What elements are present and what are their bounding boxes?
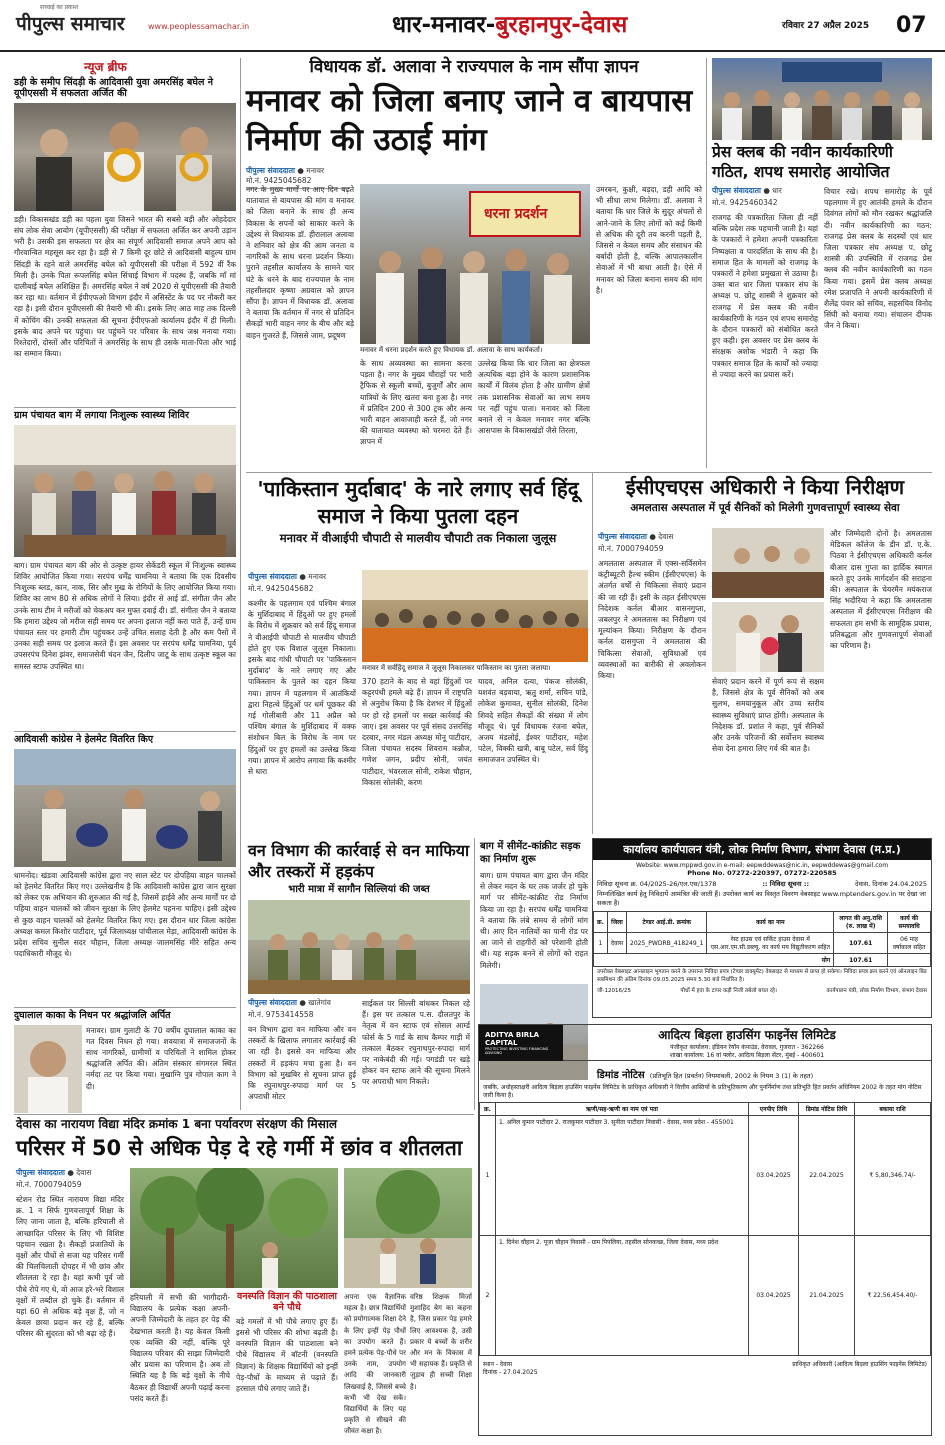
- tender-notice-label: :: निविदा सूचना ::: [762, 880, 810, 888]
- echs-mobile: मो.नं. 7000794059: [598, 544, 664, 553]
- aditya-company: आदित्य बिड़ला हाउसिंग फाइनेंस लिमिटेड: [658, 1028, 836, 1042]
- lead-kicker[interactable]: विधायक डॉ. अलावा ने राज्यपाल के नाम सौंपा ज्ञापन: [309, 57, 639, 77]
- elderly-man-portrait: [14, 1025, 82, 1113]
- aditya-cell: 1: [480, 1116, 496, 1236]
- tender-phone: Phone No. 07272-220397, 07272-220585: [687, 869, 837, 877]
- office-meeting-illustration: [712, 528, 824, 598]
- pak-col-1: कश्मीर के पहलगाम एवं पश्चिम बंगाल के मुर्शिदाबाद में हिंदुओं पर हुए हमलों के विरोध में शुक्रवार को सर्व हिंदू समाज ने वीआईपी चौपाटी से मालवीय चौपाटी होते हुए एक विशाल जुलूस निकाला। इसके बाद गांधी चौपाटी पर 'पाकिस्तान मुर्दाबाद' के नारे लगाए गए और पाकिस्तान के पुतले का दहन किया गया। ज्ञापन में पहलगाम में आतंकियों द्वारा निहत्थे हिंदुओं पर धर्म पूछकर की गई गोलीबारी और 11 अप्रैल को पश्चिम बंगाल के मुर्शिदाबाद में वक्फ संशोधन बिल के विरोध के नाम पर हिंदुओं पर हुए हमलों का उल्लेख किया गया। ज्ञापन में आरोप लगाया कि कश्मीर से धारा: [248, 599, 356, 777]
- forest-subhead: भारी मात्रा में सागौन सिल्लियां की जब्त: [288, 884, 430, 895]
- protest-banner-text: धरना प्रदर्शन: [484, 206, 548, 222]
- page-number: 07: [896, 13, 927, 38]
- aditya-signatory: प्राधिकृत अधिकारी (आदित्य बिड़ला हाउसिंग फाइनेंस लिमिटेड): [792, 1361, 927, 1368]
- aditya-table: [479, 1102, 931, 1356]
- tender-total-row: [594, 954, 931, 967]
- school-photo-2: [344, 1168, 472, 1288]
- news-brief-label: न्यूज ब्रीफ: [84, 60, 127, 74]
- aditya-cell: 03.04.2025: [749, 1116, 799, 1236]
- aditya-date: दिनांक - 27.04.2025: [483, 1369, 538, 1376]
- aditya-branch: शाखा कार्यालय: 16 वां फ्लोर, आदित्य बिड़ला सेंटर, मुंबई - 400601: [669, 1052, 825, 1059]
- table-row: [594, 933, 931, 954]
- aditya-cell: 2: [480, 1236, 496, 1356]
- lead-headline[interactable]: मनावर को जिला बनाए जाने व बायपास निर्माण की उठाई मांग: [246, 82, 693, 158]
- echs-byline-org: पीपुल्स संवाददाता: [598, 532, 647, 541]
- forest-byline-org: पीपुल्स संवाददाता: [248, 998, 297, 1007]
- tender-cell: 107.61: [834, 933, 888, 954]
- forest-headline[interactable]: वन विभाग की कार्रवाई से वन माफिया और तस्करों में हड़कंप: [248, 841, 470, 881]
- forest-col-2: साईकल पर सिल्ली बांधकर निकल रहे हैं। इस पर तत्काल प.स. दौलतपुर के नेतृत्व में वन स्टाफ एवं सोसल आर्म्ड फोर्स के 5 गार्ड के साथ कैम्पर गाड़ी में तत्काल बैठकर रघुनाथपुर-रुपादा मार्ग पर नाकेबंदी की गई। पगडंडी पर खड़े होकर वन स्टाफ आने की सूचना मिलने पर अपराधी भाग निकले।: [362, 999, 470, 1087]
- aditya-header-cell: डिमांड नोटिस तिथि: [799, 1103, 855, 1116]
- brief-3-headline[interactable]: आदिवासी कांग्रेस ने हेलमेट वितरित किए: [14, 733, 154, 745]
- press-club-byline: पीपुल्स संवाददाता ● धार: [712, 186, 782, 195]
- aditya-table-header: [480, 1103, 931, 1116]
- school-headline[interactable]: परिसर में 50 से अधिक पेड़ दे रहे गर्मी में छांव व शीतलता: [16, 1136, 463, 1160]
- pak-photo: [362, 570, 588, 662]
- press-club-byline-place: धार: [772, 186, 782, 195]
- edition-title-red: बुरहानपुर-देवास: [495, 12, 628, 38]
- dateline: रविवार 27 अप्रैल 2025: [782, 21, 870, 31]
- school-col-1: स्टेशन रोड स्थित नारायण विद्या मंदिर क्र. 1 न सिर्फ गुणवत्तापूर्ण शिक्षा के लिए जाना जाता है, बल्कि हरियाली से आच्छादित परिसर के लिए भी विशिष्ट पहचान रखता है। सैकड़ों प्रजातियों के वृक्षों और पौधों से सजा यह परिसर गर्मी की चिलचिलाती दोपहर में भी छांव और शीतलता दे रहा है। यहां कभी पूर्व जो पौधे रोपे गए थे, वो आज हरे-भरे विशाल वृक्षों में तब्दील हो चुके हैं। वर्तमान में यहां 60 से अधिक बड़े वृक्ष हैं, जो न केवल छाया प्रदान कर रहे हैं, बल्कि परिसर की सुंदरता को भी बढ़ा रहे हैं।: [16, 1195, 124, 1339]
- tender-total-label: योग: [594, 954, 834, 967]
- tender-cell: रेस्ट हाउस एवं सर्किट हाउस देवास में एस.आर.एम.सी.डब्ल्यू. का कार्य मय विद्युतीकरण सहित: [707, 933, 834, 954]
- school-subhead: वनस्पति विज्ञान की पाठशाला बने पौधे: [237, 1291, 337, 1313]
- brief-3-photo: [14, 749, 236, 867]
- tender-title: कार्यालय कार्यपालन यंत्री, लोक निर्माण विभाग, संभाग देवास (म.प्र.): [593, 839, 931, 860]
- tender-notice-no: निविदा सूचना क्र. 04/2025-26/एल.एस/1378: [597, 880, 717, 888]
- protest-crowd-illustration: [360, 184, 590, 344]
- forest-byline: पीपुल्स संवाददाता ● खातेगांव: [248, 998, 331, 1007]
- lead-photo-caption: मनावर में धरना प्रदर्शन करते हुए विधायक डॉ. अलावा के साथ कार्यकर्ता।: [360, 346, 543, 354]
- brief-1-photo: [14, 103, 236, 211]
- brief-1-headline[interactable]: डही के समीप सिंदड़ी के आदिवासी युवा अमरसिंह बघेल ने यूपीएससी में सफलता अर्जित की: [14, 77, 213, 99]
- lead-col-3: उल्लेख किया कि धार जिला का क्षेत्रफल अत्यधिक बड़ा होने के कारण प्रशासनिक कार्यों में विलंब होता है और ग्रामीण क्षेत्रों तक प्रशासनिक सेवाओं का लाभ समय पर नहीं पहुंच पाता। मनावर को जिला बनाने से न केवल मनावर नगर बल्कि आसपास के विकासखंडों जैसे तिरला,: [478, 359, 590, 436]
- aditya-cell: ₹ 22,56,454.40/-: [855, 1236, 931, 1356]
- obituary-photo: [14, 1025, 82, 1113]
- school-byline-org: पीपुल्स संवाददाता: [16, 1168, 65, 1177]
- lead-byline: पीपुल्स संवाददाता ● मनावर: [246, 165, 325, 175]
- aditya-intro: जबकि, अधोहस्ताक्षरी आदित्य बिड़ला हाउसिंग फाइनेंस लिमिटेड के प्राधिकृत अधिकारी ने वित्तीय आस्तियों के प्रतिभूतिकरण और पुनर्निर्माण तथा प्रतिभूति हित प्रवर्तन अधिनियम 2002 के तहत मांग नोटिस जारी किया है।: [483, 1084, 922, 1099]
- bag-headline[interactable]: बाग में सीमेंट-कांक्रीट सड़क का निर्माण शुरू: [480, 841, 581, 865]
- school-trees-illustration: [130, 1168, 338, 1288]
- tender-contact: Website: www.mppwd.gov.in e-mail: eepwddewas@nic.in, eepwddewas@gmail.com: [635, 862, 889, 869]
- aditya-cell: ₹ 5,80,346.74/-: [855, 1116, 931, 1236]
- forest-col-1: वन विभाग द्वारा वन माफिया और वन तस्करों के खिलाफ लगातार कार्रवाई की जा रही है। इससे वन माफिया और तस्करों में हड़कंप मचा हुआ है। वन विभाग को मुखबिर से सूचना प्राप्त हुई कि रघुनाथपुर-रुपादा मार्ग पर 5 अपराधी मोटर: [248, 1025, 356, 1102]
- aditya-cell: 1. अनिल कुमार पाटीदार 2. राजकुमार पाटीदार 3. सुनीता पाटीदार निवासी - देवास, मध्य प्रदेश - 455001: [496, 1116, 749, 1236]
- tender-cell: देवास: [607, 933, 626, 954]
- aditya-header-cell: बकाया राशि: [855, 1103, 931, 1116]
- lead-photo: [360, 184, 590, 344]
- school-photo-1: [130, 1168, 338, 1288]
- tender-header-cell: टेण्डर आई.डी. क्रमांक: [627, 912, 707, 933]
- school-col-4: अपना एक वैज्ञानिक महत्व है। छात्र विद्यार्थियों को प्रयोगात्मक शिक्षा देने के लिए इन्हीं पेड़ पौधों का उपयोग करते हैं। हमने प्रत्येक पेड़-पौधे पर उनके नाम, उपयोग आदि की जानकारी लिखवाई है, जिससे बच्चे कभी भी देख सकें। विद्यार्थियों के लिए यह प्रकृति से सीखने की जीवंत कक्षा है।: [344, 1293, 406, 1436]
- pak-byline-place: मनावर: [308, 572, 327, 581]
- edition-title-black: धार-मनावर-: [392, 12, 496, 38]
- press-club-byline-org: पीपुल्स संवाददाता: [712, 186, 761, 195]
- pak-byline-org: पीपुल्स संवाददाता: [248, 572, 297, 581]
- pak-headline[interactable]: 'पाकिस्तान मुर्दाबाद' के नारे लगाए सर्व हिंदू समाज ने किया पुतला दहन: [257, 477, 579, 528]
- aditya-birla-logo[interactable]: [479, 1025, 563, 1061]
- school-col-3-wrap: [236, 1292, 338, 1438]
- brief-2-body: बाग। ग्राम पंचायत बाग की ओर से उत्कृष्ट हायर सेकेंडरी स्कूल में निःशुल्क स्वास्थ्य शिविर आयोजित किया गया। सरपंच धर्मेंद्र चामनिया ने बताया कि एक दिवसीय निःशुल्क ब्लड, कान, नाक, सिर और मुख के रोगियों के लिए आयोजित किया गया। शिविर का लाभ 80 से अधिक लोगों ने लिया। इंदौर से आई डॉ. संगीता जैन और उनके साथ टीम ने मरीजों को चेकअप कर मुफ्त दवाई दी। डॉ. संगीता जैन ने बताया कि हमारा उद्देश्य जो मरीज सही समय पर अपना इलाज नहीं करा पाते हैं, उन्हें ग्राम पंचायत स्तर पर हमारी टीम पहुंचकर उन्हें उचित सलाह देती है और कम पैसों में उनका सही समय पर इलाज करते हैं। इस अवसर पर सरपंच धर्मेंद्र चामनिया, पूर्व उपसरपंच दिनेश झंवर, समाजसेवी चंदन जैन, दिलीप जाटू के साथ उत्कृष्ट स्कूल का समस्त स्टाफ उपस्थित था।: [14, 560, 236, 671]
- press-club-mobile: मो.नं. 9425460342: [712, 198, 778, 207]
- forest-officials-illustration: [248, 900, 470, 994]
- aditya-cell: 1. दिनेश चौहान 2. पूजा चौहान निवासी - ग्राम पिपलिया, तहसील सोनकच्छ, जिला देवास, मध्य प्रदेश: [496, 1236, 749, 1356]
- news-brief-column: [14, 58, 236, 1110]
- tender-header-cell: कार्य की समयावधि: [888, 912, 931, 933]
- school-byline-place: देवास: [76, 1168, 92, 1177]
- newspaper-logo[interactable]: पीपुल्स समाचार: [16, 13, 125, 35]
- lead-byline-org: पीपुल्स संवाददाता: [246, 165, 295, 175]
- tender-header-cell: क्र.: [594, 912, 608, 933]
- edition-title: [392, 7, 627, 39]
- table-row: [480, 1236, 931, 1356]
- echs-col-3: और जिम्मेदारी दोनों है। अमलतास मेडिकल कॉलेज के डीन डॉ. ए.के. पिठवा ने ईसीएचएस अधिकारी कर्नल बीआर दास गुप्ता का हार्दिक स्वागत करते हुए उनके मार्गदर्शन की सराहना की। अस्पताल के चेयरमैन मयंकराज सिंह भदौरिया ने कहा कि अमलतास अस्पताल में ईसीएचएस निरीक्षण की सफलता हम सभी के सामूहिक प्रयास, प्रतिबद्धता और गुणवत्तापूर्ण सेवाओं का परिणाम है।: [830, 529, 932, 651]
- tender-table-header: [594, 912, 931, 933]
- tender-total-value: 107.61: [834, 954, 888, 967]
- pak-mobile: मो.नं. 9425045682: [248, 584, 314, 593]
- pak-col-2: 370 हटाने के बाद से वहां हिंदुओं पर कट्टरपंथी हमले बढ़े हैं। ज्ञापन में राष्ट्रपति से अनुरोध किया है कि देशभर में हिंदुओं पर हो रहे हमलों पर सख्त कार्रवाई की जाए। इस अवसर पर पूर्व संसद उत्तरसिंह दरबार, नगर मंडल अध्यक्ष मोनू पाटीदार, जिला पंचायत सदस्य शिवराम कन्नौज, गणेश जगन, प्रदीप सोनी, जयंत पाटीदार, भंवरलाल सोनी, राकेश चौहान, विकास सोलंकी, करण: [362, 677, 472, 787]
- website-link[interactable]: www.peoplessamachar.in: [148, 22, 250, 31]
- health-camp-illustration: [14, 425, 236, 557]
- press-club-col-1: राजगढ़ की पत्रकारिता जिला ही नहीं बल्कि प्रदेश तक पहचानी जाती है। यहां के पत्रकारों ने हमेशा अपनी पत्रकारिता निष्पक्षता व पारदर्शिता के साथ की है। समाज हित के मामलों को राजगढ़ के पत्रकारों ने हमेशा प्रमुखता से उठाया है। उक्त बात धार जिला पत्रकार संघ के अध्यक्ष प. छोटू शास्त्री ने शुक्रवार को राजगढ़ में प्रेस क्लब की नवीन कार्यकारिणी के गठन एवं शपथ समारोह के दौरान पत्रकारों को संबोधित करते हुए कही। इस अवसर पर प्रेस क्लब के संरक्षक अशोक भंडारी ने कहा कि पत्रकार समाज हित के कार्यों को ज्यादा से ज्यादा करने का प्रयास करें।: [712, 213, 818, 379]
- school-kicker[interactable]: देवास का नारायण विद्या मंदिर क्रमांक 1 बना पर्यावरण संरक्षण की मिसाल: [16, 1117, 338, 1131]
- echs-col-2: सेवाएं प्रदान करने में पूर्ण रूप से सक्षम है, जिससे क्षेत्र के पूर्व सैनिकों को अब सुलभ, समयानुकूल और उच्च स्तरीय स्वास्थ्य सुविधाएं प्राप्त होंगी। अस्पताल के निदेशक डॉ. प्रशांत ने कहा, पूर्व सैनिकों और उनके परिजनों की सर्वोत्तम स्वास्थ्य सेवा देना हमारा लिए गर्व की बात है।: [712, 677, 824, 754]
- pak-col-3: यादव, अनिल दत्या, पंकज सोलंकी, यशवंत बड़वाया, ऋतु शर्मा, सचिन पांडे, लोकेश कुमावत, सुनील सोलंकी, दिनेश शिवदे सहित सैकड़ों की संख्या में लोग मौजूद थे। पूर्व विधायक रंजना बघेल, अजय मंडलोई, ईश्वर पाटीदार, महेश पटेल, विक्की खत्री, बाबू पटेल, सर्व हिंदू समाजजन उपस्थित थे।: [478, 677, 588, 765]
- echs-subhead: अमलतास अस्पताल में पूर्व सैनिकों को मिलेगी गुणवत्तापूर्ण स्वास्थ्य सेवा: [630, 502, 900, 514]
- press-club-headline[interactable]: प्रेस क्लब की नवीन कार्यकारिणी गठित, शपथ समारोह आयोजित: [712, 143, 893, 181]
- lead-mobile: मो.नं. 9425045682: [246, 176, 350, 189]
- aditya-address: पंजीकृत कार्यालय: इंडियन रेयॉन कंपाउंड, वेरावल, गुजरात - 362266: [670, 1044, 824, 1051]
- aditya-cell: 22.04.2025: [799, 1116, 855, 1236]
- aditya-cell: 21.04.2025: [799, 1236, 855, 1356]
- brief-2-photo: [14, 425, 236, 557]
- aditya-birla-ad: [478, 1024, 932, 1436]
- tender-footer-left: जी-12016/25: [597, 988, 631, 994]
- tender-notice-date: देवास, दिनांक 24.04.2025: [855, 880, 927, 888]
- helmet-distribution-illustration: [14, 749, 236, 867]
- brief-3-body: धामनोद। खंडवा आदिवासी कांग्रेस द्वारा नए साल स्टेट पर दोपहिया वाहन चालकों को हेलमेट वितरित किए गए। उल्लेखनीय है कि आदिवासी कांग्रेस द्वारा जान सुरक्षा को लेकर एक अभियान की शुरुआत की गई है, जिसमें हाईवे और अन्य मार्गों पर दो पहिया वाहन चालकों को जीवन सुरक्षा के लिए हेलमेट पहनना चाहिए। इसी उद्देश्य से कुछ वाहन चालकों को हेलमेट वितरित किए गए। इस दौरान धार जिला कांग्रेस अध्यक्ष कमल किशोर पाटीदार, पूर्व जिलाध्यक्ष पांचीलाल मेड़ा, आदिवासी कांग्रेस के प्रदेश सचिव सुनील सदर चौहान, जिला अध्यक्ष जालमसिंह मीरे सहित अन्य पदाधिकारी मौजूद थे।: [14, 870, 236, 959]
- echs-byline: पीपुल्स संवाददाता ● देवास: [598, 532, 674, 541]
- school-garden-illustration: [344, 1168, 472, 1288]
- aditya-place: स्थान - देवास: [483, 1361, 513, 1368]
- pak-photo-caption: मनावर में सर्वहिंदू समाज ने जुलूस निकालकर पाकिस्तान का पुतला जलाया।: [362, 664, 551, 672]
- echs-byline-place: देवास: [658, 532, 674, 541]
- echs-col-1: अमलतास अस्पताल में एक्स-सर्विसमेन कंट्रीब्यूटरी हैल्थ स्कीम (ईसीएचएस) के अंतर्गत वर्षों से चिकित्सा सेवाएं प्रदान की जा रही हैं। इसी के तहत ईसीएचएस निदेशक कर्नल बीआर वासनगुप्ता, जबलपुर ने अमलतास का निरीक्षण एवं मूल्यांकन किया। निरीक्षण के दौरान कर्नल दासगुप्ता ने अमलतास की चिकित्सा सेवाओं, सुविधाओं एवं व्यवस्थाओं का बारीकी से अवलोकन किया।: [598, 559, 706, 681]
- brief-4-headline[interactable]: दुघालाल काका के निधन पर श्रद्धांजलि अर्पित: [14, 1009, 171, 1021]
- tender-cell[interactable]: 2025_PWDRB_418249_1: [627, 933, 707, 954]
- tender-header-cell: कार्य का नाम: [707, 912, 834, 933]
- aditya-header-cell: क्र.: [480, 1103, 496, 1116]
- forest-mobile: मो.नं. 9753414558: [248, 1010, 314, 1019]
- lead-byline-place: मनावर: [306, 165, 325, 175]
- tender-table: [593, 911, 931, 967]
- press-club-photo: [712, 58, 932, 140]
- aditya-header-cell: एनपीए तिथि: [749, 1103, 799, 1116]
- forest-photo: [248, 900, 470, 994]
- tender-cell: 1: [594, 933, 608, 954]
- lead-col-2: के साथ अव्यवस्था का सामना करना पड़ता है। नगर के मुख्य चौराहों पर भारी ट्रैफिक से स्कूली बच्चों, बुजुर्गों और आम यात्रियों के लिए खतरा बना हुआ है। नगर में प्रतिदिन 200 से 300 ट्रक और अन्य भारी वाहन आवाजाही करते हैं, जो नगर की यातायात व्यवस्था को चरमरा देते हैं। ज्ञापन में: [360, 359, 472, 447]
- tender-note: उपरोक्त वेबसाइट आनलाइन भुगतान करने के उपरान्त निविदा प्रपत्र (टेण्डर डाक्यूमेंट) वेबसाइट से माध्यम से प्राप्त हो सकेगा। निविदा प्रपत्र क्रय करने एवं ऑनलाइन बिड सबमिशन की अंतिम दिनांक 09.05.2025 समय 5.30 बजे निर्धारित है।: [597, 969, 927, 983]
- bag-body: बाग। ग्राम पंचायत बाग द्वारा जैन मंदिर से लेकर मदन के घर तक जर्जर हो चुके मार्ग पर सीमेंट-कांक्रीट रोड निर्माण किया जा रहा है। सरपंच धर्मेंद्र चामनिया ने बताया कि लंबे समय से लोगों मांग थी। आए दिन नालियों का पानी रोड पर आ जाने से राहगीरों को परेशानी होती थी। यह सड़क बनने से लोगों को राहत मिलेगी।: [480, 871, 588, 970]
- logo-tagline: सच्चाई का प्रकाश: [40, 4, 79, 11]
- tender-header-cell: जिला: [607, 912, 626, 933]
- bouquet-welcome-illustration: [712, 602, 824, 672]
- school-col-3: बड़े गमलों में भी पौधे लगाए हुए हैं। इससे भी परिसर की शोभा बढ़ती है। वनस्पति विज्ञान की पाठशाला बने पौधे विद्यालय में बॉटनी (वनस्पति विज्ञान) के शिक्षक विद्यार्थियों को इन्हीं पेड़-पौधों के माध्यम से पढ़ाते हैं। हरसाल पौधे लगाए जाते हैं।: [236, 1316, 338, 1394]
- aditya-notice-title: डिमांड नोटिस: [596, 1070, 645, 1081]
- tender-header-cell: लागत की अनु.राशि (रु. लाख में): [834, 912, 888, 933]
- press-club-group-illustration: [712, 58, 932, 140]
- brief-4-body: मनावर। ग्राम गुलाटी के 70 वर्षीय दुघालाल काका का गत दिवस निधन हो गया। शवयात्रा में समाजजनों के साथ नागरिकों, ग्रामीणों व परिचितों ने शामिल होकर श्रद्धांजलि अर्पित की। अंतिम संस्कार संगमरल स्थित नर्मदा तट पर किया गया। मुखाग्नि पुत्र गोपाल काग ने दी।: [86, 1025, 236, 1091]
- forest-byline-place: खातेगांव: [308, 998, 331, 1007]
- tender-intro: निम्नलिखित कार्य हेतु निविदायें आमंत्रित की जाती हैं। उपरोक्त कार्य का विस्तृत विवरण वेबसाइट www.mptenders.gov.in पर देखा जा सकता है।: [597, 890, 926, 907]
- aditya-tagline: PROTECTING INVESTING FINANCING ADVISING: [485, 1046, 549, 1055]
- echs-photo-2: [712, 602, 824, 672]
- echs-headline[interactable]: ईसीएचएस अधिकारी ने किया निरीक्षण: [625, 475, 905, 499]
- lead-col-4: उमरबन, कुक्षी, बड़दा, डही आदि को भी सीधा लाभ मिलेगा। डॉ. अलावा ने बताया कि धार जिले के सुदूर अंचलों से आने-जाने के लिए लोगों को कई किमी से अधिक की दूरी तय करनी पड़ती है, जिससे न केवल समय और संसाधन की बर्बादी होती है, बल्कि आपातकालीन सेवाओं में भी बाधा आती है। ऐसे में मनावर को जिला बनाना समय की मांग है।: [596, 185, 702, 295]
- school-col-5: वरिष्ठ शिक्षक मिर्जा मुशाहिद बेग का कहना है, जिस प्रकार पेड़ हमारे लिए आवश्यक है, उसी प्रकार ये बच्चों के शरीर और मन के विकास में भी सहायक हैं। प्रकृति से जुड़ाव ही सच्ची शिक्षा है।: [410, 1293, 472, 1391]
- masthead: [0, 0, 945, 52]
- school-byline: पीपुल्स संवाददाता ● देवास: [16, 1168, 92, 1177]
- tender-notice: [592, 838, 932, 1018]
- brief-1-body: डही। विकासखंड डही का पहला युवा जिसने भारत की सबसे बड़ी और ओहदेदार संघ लोक सेवा आयोग (यूपीएससी) की परीक्षा में सफलता अर्जित कर अपनी उड़ान भरी है। उसकी इस सफलता पर क्षेत्र का संपूर्ण आदिवासी समाज अपने आप को गौरवान्वित महसूस कर रहा है। डही से 7 किमी दूर छोटे से आदिवासी बाहुल्य ग्राम सिंदड़ी के रहने वाले अमरसिंह बघेल को यूपीएससी की परीक्षा में 592 वीं रैंक मिली है। उनके पिता रूपलसिंह बघेल सिंचाई विभाग में पदस्थ हैं, जबकि माँ मां दालीबाई बघेल अशिक्षित हैं। अमरसिंह बघेल ने वर्ष 2020 से यूपीएससी की तैयारी कर रहा था। वर्तमान में ईपीएफओ विभाग इंदौर में असिस्टेंट के पद पर नौकरी कर रहा है। इसी दौरान यूपीएससी की तैयारी भी की। इसके लिए आठ माह तक दिल्ली में कोचिंग की। उनकी सफलता की सूचना ईपीएफओ कार्यालय इंदौर में ही मिली। इसके बाद अपने घर पहुंचा। घर पहुंचने पर परिवार के साथ जश्न मनाया गया। रिश्तेदारों, दोस्तों और परिचितों ने अमरसिंह के साथ ही उसके माता-पिता और भाई का सम्मान किया।: [14, 214, 236, 359]
- press-club-col-2: विचार रखे। शपथ समारोह के पूर्व पहलगाम में हुए आतंकी हमले के दौरान दिवंगत लोगों को मौन रखकर श्रद्धांजलि दी। नवीन कार्यकारिणी का गठन: राजगढ़ प्रेस क्लब के सदस्यों एवं धार जिला पत्रकार संघ अध्यक्ष प. छोटू शास्त्री की उपस्थिति में राजगढ़ प्रेस क्लब की नवीन कार्यकारिणी का गठन किया गया। इसमें प्रेस क्लब अध्यक्ष रमेश प्रजापति ने अपनी कार्यकारिणी में शैलेंद्र पंवार को सचिव, सहसचिव विनोद सिंघी को बनाया गया। संचालन दीपक जैन ने किया।: [824, 187, 932, 331]
- aditya-cell: 03.04.2025: [749, 1236, 799, 1356]
- people-garland-illustration: [14, 103, 236, 211]
- tender-footer-mid: पौधों में हवा के टापर कड़ी निजी तबेलो बचत रहे।: [680, 988, 777, 994]
- aditya-notice-sub: (प्रतिभूति हित (प्रवर्तन) नियमावली, 2002 के नियम 3 (1) के तहत): [649, 1072, 814, 1080]
- tender-footer-right: कार्यपालन यंत्री, लोक निर्माण विभाग, संभाग देवास: [826, 988, 927, 994]
- table-row: [480, 1116, 931, 1236]
- brief-2-headline[interactable]: ग्राम पंचायत बाग में लगाया निःशुल्क स्वास्थ्य शिविर: [14, 409, 189, 421]
- tender-cell: 06 माह वर्षाकाल सहित: [888, 933, 931, 954]
- pak-byline: पीपुल्स संवाददाता ● मनावर: [248, 572, 327, 581]
- school-mobile: मो.नं. 7000794059: [16, 1180, 82, 1189]
- aditya-header-cell: ऋणी/सह-ऋणी का नाम एवं पता: [496, 1103, 749, 1116]
- school-col-2: हरियाली में सभी की भागीदारी- विद्यालय के प्रत्येक कक्षा अपनी-अपनी जिम्मेदारी के तहत हर पेड़ की देखभाल करती है। यह केवल किसी एक व्यक्ति की नहीं, बल्कि पूरे विद्यालय परिवार की साझा जिम्मेदारी और प्रयास का परिणाम है। अब तो स्थिति यह है कि बड़े वृक्षों के नीचे बैठकर ही विद्यार्थी अपनी पढ़ाई करना पसंद करते हैं।: [130, 1293, 230, 1403]
- pak-subhead: मनावर में वीआईपी चौपाटी से मालवीय चौपाटी तक निकाला जुलूस: [279, 531, 557, 545]
- procession-crowd-illustration: [362, 570, 588, 662]
- aditya-brand: ADITYA BIRLA CAPITAL: [485, 1030, 540, 1047]
- echs-photo-1: [712, 528, 824, 598]
- lead-col-1: नगर के मुख्य मार्गों पर आए दिन बढ़ते यातायात से बायपास की मांग व मनावर को जिला बनाने के साथ ही अन्य विकास के सपनों को साकार करने के उद्देश्य से विधायक डॉ. हीरालाल अलावा ने शनिवार को क्षेत्र की आम जनता व नागरिकों के साथ धरना प्रदर्शन किया। पुराने तहसील कार्यालय के सामने चार घंटे के धरने के बाद राज्यपाल के नाम तहसीलदार कृष्णा अग्रवाल को ज्ञापन सौंपा है। ज्ञापन में विधायक डॉ. अलावा ने बताया कि वर्तमान में नगर से प्रतिदिन सैकड़ों भारी वाहन नगर के बीच और बड़े वाहन गुजरते हैं, जिससे जाम, प्रदूषण: [246, 185, 354, 340]
